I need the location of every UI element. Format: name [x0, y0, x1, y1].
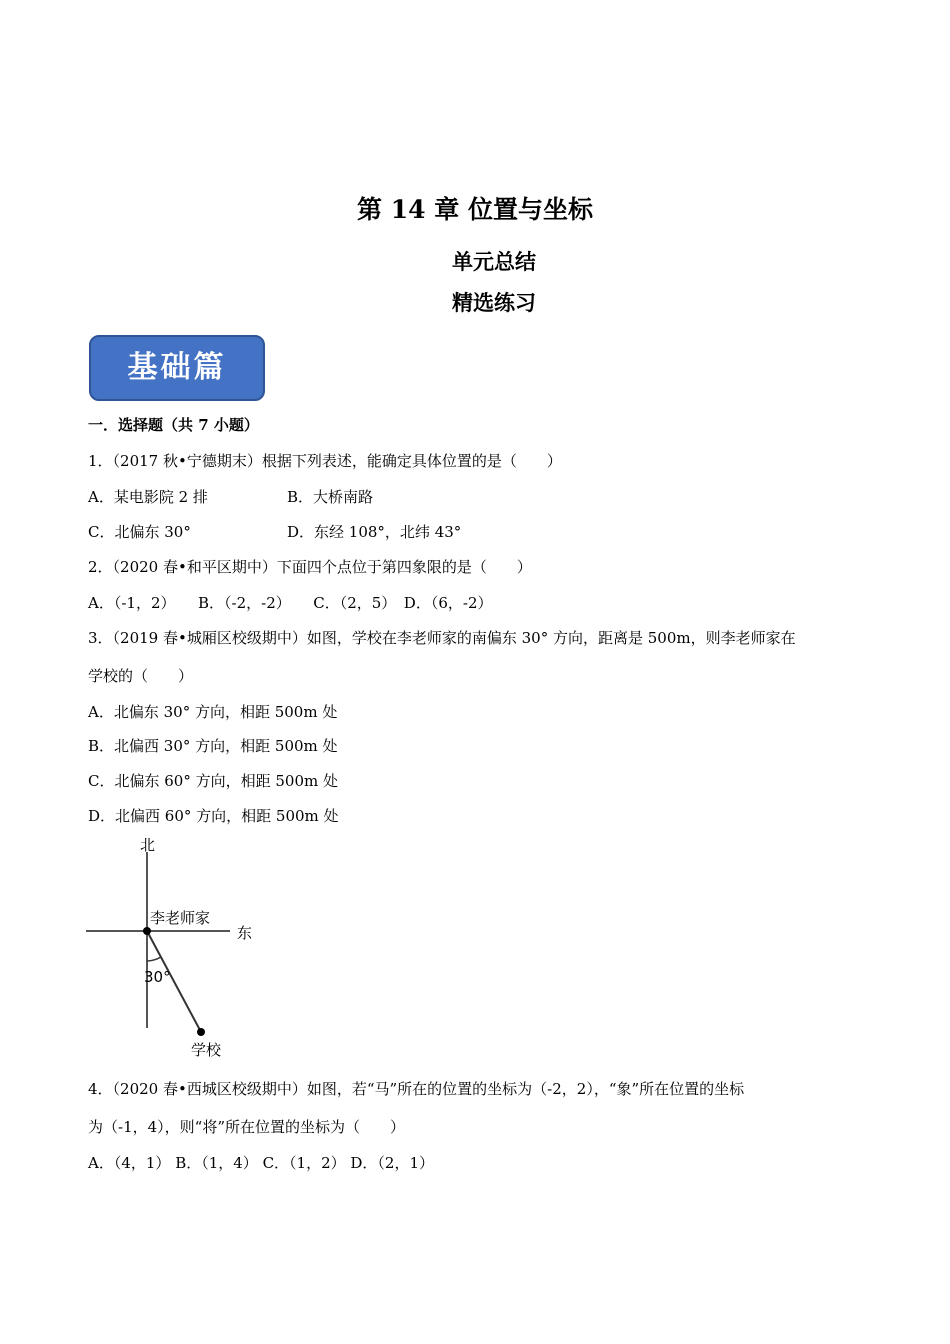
question-1-option-c: C．北偏东 30°: [88, 523, 191, 541]
angle-arc: [147, 957, 161, 961]
page-title: 第 14 章 位置与坐标: [357, 195, 593, 224]
origin-label: 李老师家: [150, 909, 211, 927]
section-heading: 一．选择题（共 7 小题）: [88, 416, 259, 434]
basic-section-badge: 基础篇: [89, 335, 265, 401]
unit-summary-subtitle: 单元总结: [452, 249, 536, 274]
question-4-stem-line1: 4．（2020 春•西城区校级期中）如图，若“马”所在的位置的坐标为（-2，2），“象”所在位置的坐标: [88, 1080, 745, 1098]
question-3-option-a: A．北偏东 30° 方向，相距 500m 处: [88, 703, 338, 721]
question-3-option-d: D．北偏西 60° 方向，相距 500m 处: [88, 807, 339, 825]
question-1-stem: 1．（2017 秋•宁德期末）根据下列表述，能确定具体位置的是（ ）: [88, 452, 562, 470]
practice-subtitle: 精选练习: [452, 290, 536, 315]
question-2-stem: 2．（2020 春•和平区期中）下面四个点位于第四象限的是（ ）: [88, 558, 532, 576]
school-label: 学校: [191, 1041, 222, 1059]
question-3-option-c: C．北偏东 60° 方向，相距 500m 处: [88, 772, 338, 790]
school-point: [197, 1028, 205, 1036]
origin-point: [143, 927, 151, 935]
question-1-option-a: A．某电影院 2 排: [88, 488, 208, 506]
question-3-stem-line2: 学校的（ ）: [88, 667, 194, 685]
question-2-options: A．（-1，2） B．（-2，-2） C．（2，5） D．（6，-2）: [88, 594, 493, 612]
question-1-option-d: D．东经 108°，北纬 43°: [287, 523, 462, 541]
angle-label: 30°: [144, 968, 171, 986]
east-label: 东: [237, 924, 253, 942]
direction-figure: [80, 830, 280, 1060]
question-3-option-b: B．北偏西 30° 方向，相距 500m 处: [88, 737, 338, 755]
question-4-options: A．（4，1） B．（1，4） C．（1，2） D．（2，1）: [88, 1154, 435, 1172]
north-label: 北: [140, 836, 156, 854]
question-3-stem-line1: 3．（2019 春•城厢区校级期中）如图，学校在李老师家的南偏东 30° 方向，距离是 500m，则李老师家在: [88, 629, 796, 647]
question-4-stem-line2: 为（-1，4），则“将”所在位置的坐标为（ ）: [88, 1118, 405, 1136]
question-1-option-b: B．大桥南路: [287, 488, 374, 506]
